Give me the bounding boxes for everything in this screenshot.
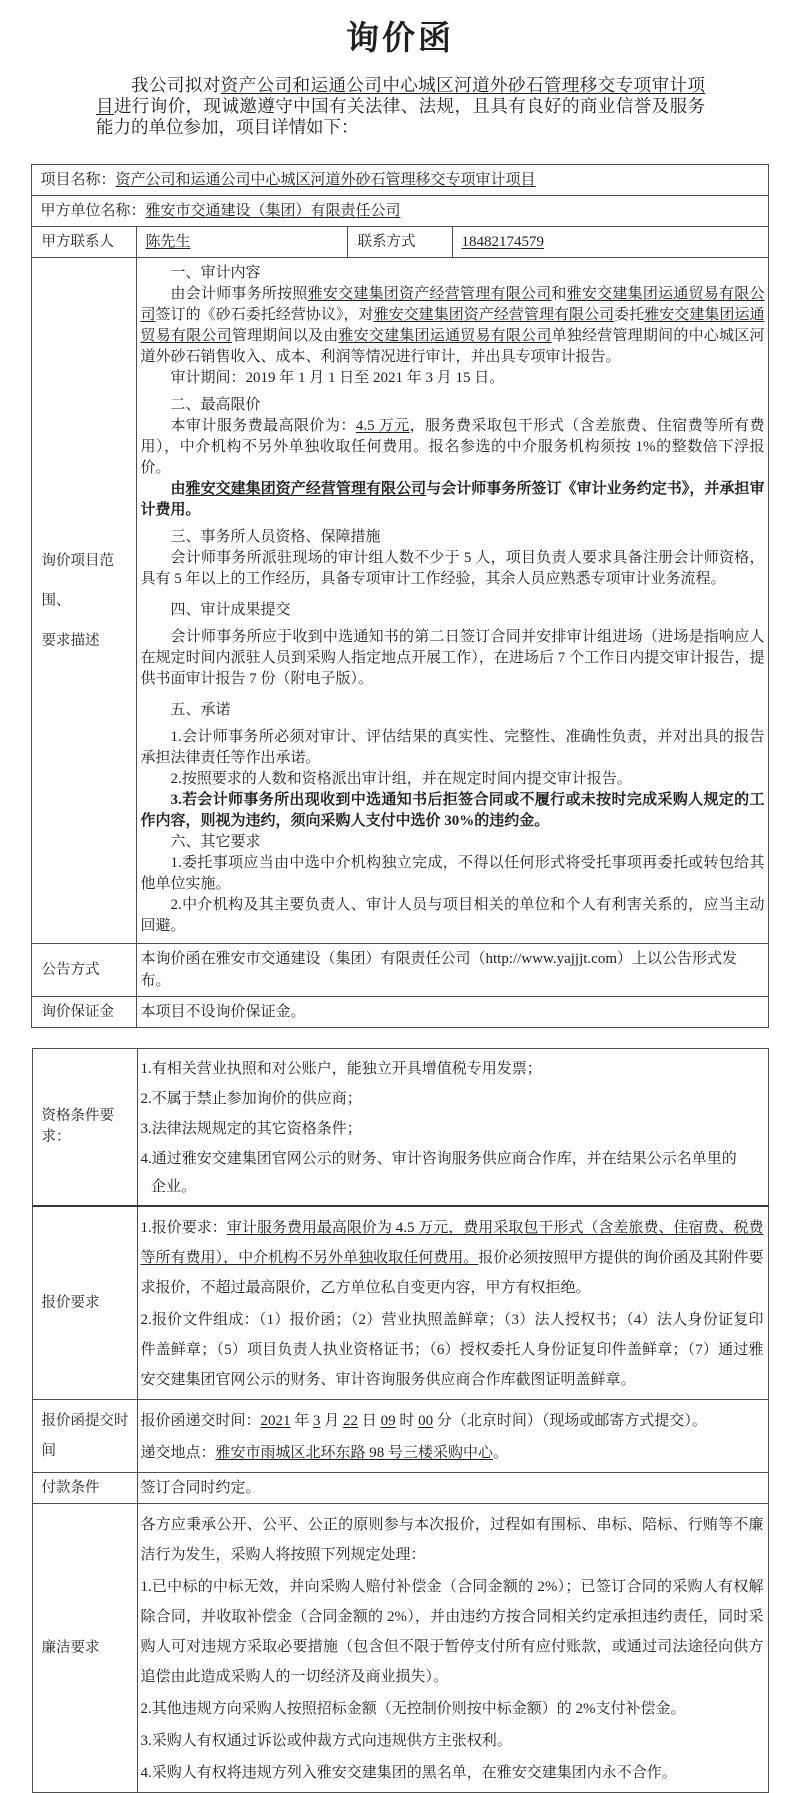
underlined-text: 雅安市雨城区北环东路 98 号三楼采购中心 — [215, 1445, 494, 1461]
text-run: 审计期间：2019 年 1 月 1 日至 2021 年 3 月 15 日。 — [170, 370, 505, 386]
underlined-text: 3 — [313, 1413, 321, 1429]
underlined-text: 2021 — [260, 1413, 291, 1429]
quotation-label-cell: 报价要求 — [32, 1206, 137, 1400]
underlined-text: 22 — [343, 1413, 359, 1429]
text-run: 会计师事务所派驻现场的审计组人数不少于 5 人，项目负责人要求具备注册会计师资格，具有 5 年以上的工作经历，具备专项审计工作经验，其余人员应熟悉专项审计业务流程。 — [140, 550, 765, 587]
text-run: 月 — [320, 1413, 344, 1429]
paragraph — [141, 1085, 764, 1113]
text-run: 一、审计内容 — [170, 265, 261, 281]
integrity-label-cell: 廉洁要求 — [32, 1504, 137, 1793]
text-run: 由会计师事务所按照 — [170, 286, 308, 302]
underlined-text: 雅安交建集团运通贸易有限公司 — [140, 286, 765, 323]
text-run: 1.已中标的中标无效，并向采购人赔付补偿金（合同金额的 2%）；已签订合同的采购人有权解除合同，并收取补偿金（合同金额的 2%），并由违约方按合同相关约定承担违约责任，同时采购人可对违规方采取必要措施（包含但不限于暂停支付所有应付账款，或通过司法途径向供方追偿由此造成采购人的一切经济及商业损失）。 — [140, 1579, 764, 1685]
paragraph — [140, 832, 764, 853]
text-run: 2.其他违规方向采购人按照招标金额（无控制价则按中标金额）的 2%支付补偿金。 — [140, 1701, 686, 1717]
text-run: 递交地点： — [140, 1445, 216, 1461]
paragraph — [140, 368, 764, 389]
text-run: 报价函递交时间： — [140, 1413, 261, 1429]
underlined-text: 09 — [380, 1413, 396, 1429]
contact-phone: 18482174579 — [461, 233, 544, 250]
paragraph — [141, 1438, 764, 1468]
text-run: 年 — [290, 1413, 314, 1429]
paragraph — [140, 790, 764, 832]
submission-label-line2: 间 — [41, 1443, 56, 1459]
text-run: 2.不属于禁止参加询价的供应商； — [140, 1091, 362, 1107]
scope-label-line2: 要求描述 — [41, 632, 100, 649]
paragraph — [140, 263, 764, 284]
text-run: 1.报价要求： — [140, 1220, 227, 1236]
party-a-row — [32, 196, 768, 227]
announcement-row — [32, 944, 768, 997]
paragraph — [140, 853, 764, 895]
text-run: 签订合同时约定。 — [140, 1480, 261, 1496]
paragraph — [140, 1001, 763, 1023]
deposit-content-cell — [137, 997, 768, 1028]
party-a-value: 雅安市交通建设（集团）有限责任公司 — [145, 202, 401, 219]
paragraph — [141, 1145, 764, 1173]
contact-method-label-cell: 联系方式 — [348, 227, 453, 258]
paragraph — [140, 395, 764, 416]
paragraph — [141, 1115, 764, 1143]
scope-row — [32, 258, 768, 944]
submission-label-line1: 报价函提交时 — [41, 1413, 129, 1429]
text-run: 与会计师事务所签订《审计业务约定书》，并承担审计费用。 — [140, 481, 765, 518]
underlined-text: 资产公司和运通公司中心城区河道外砂石管理移交专项审计项目 — [96, 75, 706, 116]
text-run: 进行询价，现诚邀遵守中国有关法律、法规，且具有良好的商业信誉及服务能力的单位参加，项目详情如下： — [96, 96, 706, 137]
underlined-text: 4.5 万元 — [355, 418, 410, 434]
text-run: 管理期间以及由 — [231, 328, 339, 344]
party-a-cell — [32, 196, 768, 227]
paragraph — [140, 769, 764, 790]
text-run: 和 — [551, 286, 567, 302]
underlined-text: 雅安交建集团资产经营管理有限公司 — [185, 481, 427, 497]
paragraph — [141, 1213, 764, 1303]
contact-name: 陈先生 — [145, 233, 191, 250]
text-run: 4.采购人有权将违规方列入雅安交建集团的黑名单，在雅安交建集团内永不合作。 — [140, 1765, 677, 1781]
text-run: 3.采购人有权通过诉讼或仲裁方式向违规供方主张权利。 — [140, 1733, 512, 1749]
paragraph — [141, 1477, 764, 1499]
requirements-table — [32, 1048, 769, 1793]
paragraph — [140, 479, 764, 521]
quotation-content-cell — [137, 1206, 768, 1400]
text-run: ，服务费采取包干形式（含差旅费、住宿费等所有费用），中介机构不另外单独收取任何费用。报名参选的中介服务机构须按 1%的整数倍下浮报价。 — [140, 418, 765, 476]
text-run: 1.会计师事务所必须对审计、评估结果的真实性、完整性、准确性负责，并对出具的报告承担法律责任等作出承诺。 — [140, 729, 765, 766]
text-run: 3.法律法规规定的其它资格条件； — [140, 1121, 362, 1137]
text-run: 企业。 — [151, 1179, 197, 1195]
text-run: 由 — [170, 481, 186, 497]
quotation-row — [32, 1206, 768, 1400]
text-run: 本询价函在雅安市交通建设（集团）有限责任公司（http://www.yajjjt.com）上以公告形式发布。 — [140, 951, 738, 989]
deposit-label-cell: 询价保证金 — [32, 997, 137, 1028]
text-run: 。 — [493, 1445, 509, 1461]
paragraph — [141, 1305, 764, 1395]
submission-row — [32, 1400, 768, 1473]
text-run: 2.报价文件组成：（1）报价函；（2）营业执照盖鲜章；（3）法人授权书；（4）法人身份证复印件盖鲜章；（5）项目负责人执业资格证书；（6）授权委托人身份证复印件盖鲜章；（7）通过雅安交建集团官网公示的财务、审计咨询服务供应商合作库截图证明盖鲜章。 — [140, 1312, 764, 1388]
text-run: 签订的《砂石委托经营协议》，对 — [155, 307, 374, 323]
underlined-text: 雅安交建集团运通贸易有限公司 — [338, 328, 552, 344]
paragraph — [140, 627, 764, 690]
qualification-row — [32, 1049, 768, 1207]
scope-label-cell — [32, 258, 137, 944]
paragraph — [141, 1173, 764, 1201]
paragraph — [96, 75, 705, 138]
contact-label-cell: 甲方联系人 — [32, 227, 137, 258]
text-run: 各方应秉承公开、公平、公正的原则参与本次报价，过程如有围标、串标、陪标、行贿等不廉洁行为发生，采购人将按照下列规定处理： — [140, 1517, 764, 1563]
text-run: 2.中介机构及其主要负责人、审计人员与项目相关的单位和个人有利害关系的，应当主动回避。 — [140, 897, 765, 934]
qualification-label-cell: 资格条件要求： — [32, 1049, 137, 1207]
page-title: 询价函 — [346, 21, 454, 57]
scope-label-line1: 询价项目范围、 — [41, 552, 114, 609]
text-run: 4.通过雅安交建集团官网公示的财务、审计咨询服务供应商合作库，并在结果公示名单里的 — [140, 1151, 737, 1167]
text-run: 本项目不设询价保证金。 — [140, 1004, 306, 1020]
contact-row — [32, 227, 768, 258]
project-name-label: 项目名称： — [40, 171, 116, 188]
payment-label-cell: 付款条件 — [32, 1473, 137, 1504]
paragraph — [141, 1726, 764, 1756]
text-run: 我公司拟对 — [131, 75, 221, 95]
project-info-table — [31, 164, 768, 1028]
underlined-text: 00 — [418, 1413, 434, 1429]
paragraph — [140, 727, 764, 769]
text-run: 单独经营管理期间的中心城区河道外砂石销售收入、成本、利润等情况进行审计，并出具专项审计报告。 — [140, 328, 765, 365]
paragraph — [141, 1406, 764, 1436]
contact-phone-cell — [453, 227, 768, 258]
paragraph — [141, 1572, 764, 1692]
paragraph — [141, 1758, 764, 1788]
text-run: 1.委托事项应当由中选中介机构独立完成，不得以任何形式将受托事项再委托或转包给其他单位实施。 — [140, 855, 765, 892]
text-run: 2.按照要求的人数和资格派出审计组，并在规定时间内提交审计报告。 — [170, 771, 632, 787]
text-run: 1.有相关营业执照和对公账户，能独立开具增值税专用发票； — [140, 1061, 542, 1077]
paragraph — [140, 895, 764, 937]
paragraph — [140, 700, 764, 721]
project-name-value: 资产公司和运通公司中心城区河道外砂石管理移交专项审计项目 — [115, 171, 536, 188]
underlined-text: 雅安交建集团资产经营管理有限公司 — [307, 286, 552, 302]
text-run: 本审计服务费最高限价为： — [170, 418, 356, 434]
intro-paragraph — [96, 75, 705, 138]
project-name-row — [32, 165, 768, 196]
text-run: 六、其它要求 — [170, 834, 261, 850]
announcement-label-cell: 公告方式 — [32, 944, 137, 997]
submission-content-cell — [137, 1400, 768, 1473]
project-name-cell — [32, 165, 768, 196]
paragraph — [141, 1055, 764, 1083]
paragraph — [140, 600, 764, 621]
paragraph — [140, 284, 764, 368]
paragraph — [140, 948, 763, 992]
paragraph — [140, 548, 764, 590]
qualification-content-cell — [137, 1049, 768, 1207]
paragraph — [141, 1694, 764, 1724]
integrity-content-cell — [137, 1504, 768, 1793]
text-run: 日 — [358, 1413, 381, 1429]
payment-content-cell — [137, 1473, 768, 1504]
paragraph — [140, 527, 764, 548]
text-run: 四、审计成果提交 — [170, 602, 291, 618]
payment-row — [32, 1473, 768, 1504]
integrity-row — [32, 1504, 768, 1793]
text-run: 报价必须按照甲方提供的询价函及其附件要求报价，不超过最高限价，乙方单位私自变更内容，甲方有权拒绝。 — [140, 1250, 764, 1296]
text-run: 时 — [395, 1413, 419, 1429]
underlined-text: 审计服务费用最高限价为 4.5 万元，费用采取包干形式（含差旅费、住宿费、税费等所有费用），中介机构不另外单独收取任何费用。 — [140, 1220, 764, 1266]
underlined-text: 雅安交建集团运通贸易有限公司 — [140, 307, 765, 344]
announcement-content-cell — [137, 944, 768, 997]
paragraph — [140, 416, 764, 479]
party-a-label: 甲方单位名称： — [40, 202, 146, 219]
text-run: 二、最高限价 — [170, 397, 261, 413]
text-run: 五、承诺 — [170, 702, 231, 718]
text-run: 会计师事务所应于收到中选通知书的第二日签订合同并安排审计组进场（进场是指响应人在规定时间内派驻人员到采购人指定地点开展工作），在进场后 7 个工作日内提交审计报告，提供书面审计报告 7 份（附电子版）。 — [140, 629, 765, 687]
submission-label-cell — [32, 1400, 137, 1473]
deposit-row — [32, 997, 768, 1028]
text-run: 三、事务所人员资格、保障措施 — [170, 529, 381, 545]
paragraph — [141, 1510, 764, 1570]
scope-content-cell — [137, 258, 768, 944]
text-run: 3.若会计师事务所出现收到中选通知书后拒签合同或不履行或未按时完成采购人规定的工作内容，则视为违约，须向采购人支付中选价 30%的违约金。 — [140, 792, 765, 829]
text-run: 委托 — [614, 307, 645, 323]
underlined-text: 雅安交建集团资产经营管理有限公司 — [373, 307, 615, 323]
contact-name-cell — [137, 227, 348, 258]
text-run: 分（北京时间）（现场或邮寄方式提交）。 — [433, 1413, 707, 1429]
